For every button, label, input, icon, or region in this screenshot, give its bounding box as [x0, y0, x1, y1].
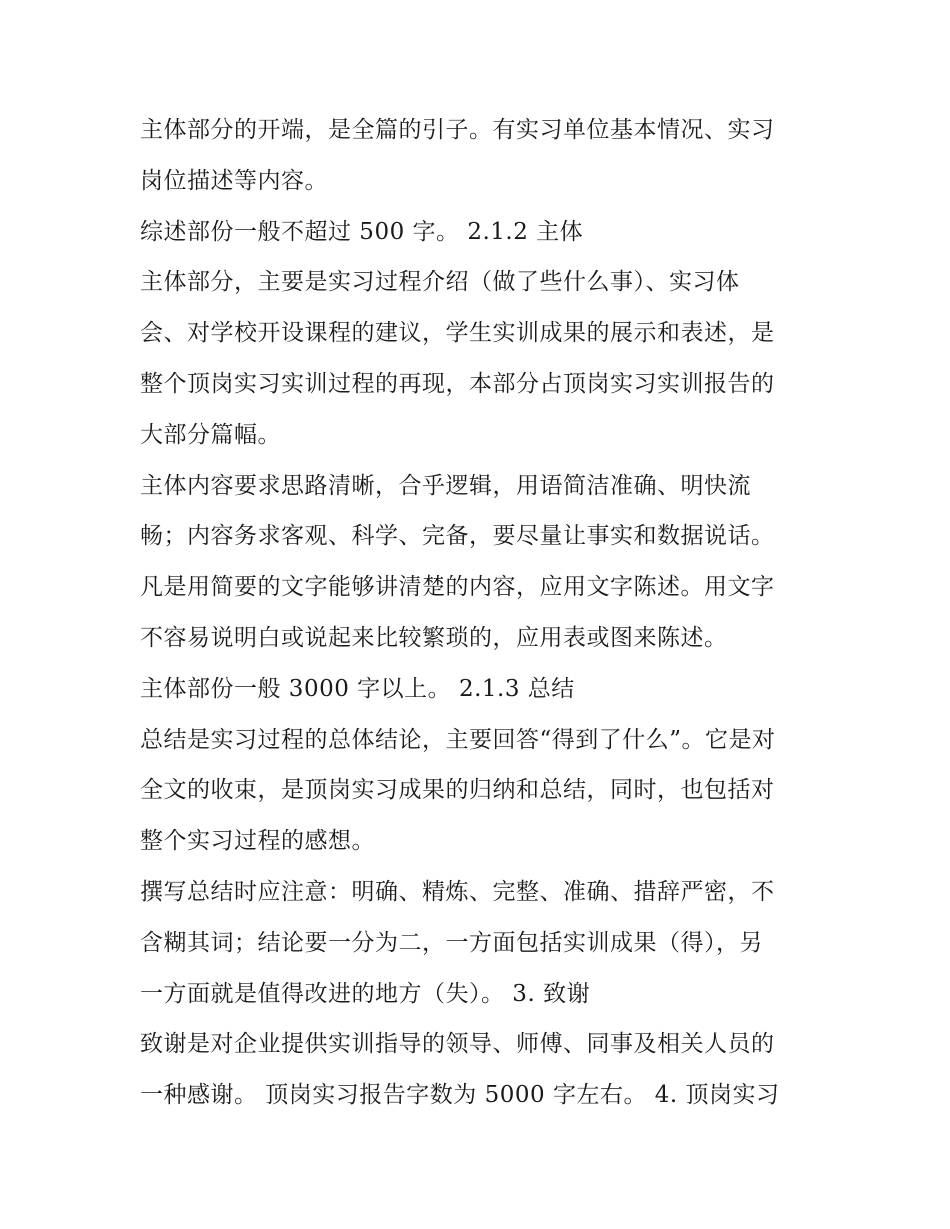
text-line: 凡是用简要的文字能够讲清楚的内容，应用文字陈述。用文字 — [140, 574, 775, 601]
text-line: 不容易说明白或说起来比较繁琐的，应用表或图来陈述。 — [140, 624, 728, 651]
text-line: 含糊其词；结论要一分为二，一方面包括实训成果（得），另 — [140, 929, 763, 956]
text-line: 畅；内容务求客观、科学、完备，要尽量让事实和数据说话。 — [140, 523, 775, 550]
text-line: 岗位描述等内容。 — [140, 167, 328, 194]
text-line: 大部分篇幅。 — [140, 421, 281, 448]
text-line: 总结是实习过程的总体结论，主要回答“得到了什么”。它是对 — [140, 726, 776, 753]
text-line: 一种感谢。 顶岗实习报告字数为 5000 字左右。 4. 顶岗实习 — [140, 1082, 780, 1109]
body-text — [140, 108, 830, 1124]
text-line: 整个实习过程的感想。 — [140, 828, 375, 855]
text-line: 主体部分，主要是实习过程介绍（做了些什么事）、实习体 — [140, 269, 740, 296]
text-line: 全文的收束，是顶岗实习成果的归纳和总结，同时，也包括对 — [140, 777, 775, 804]
text-line: 撰写总结时应注意：明确、精炼、完整、准确、措辞严密，不 — [140, 878, 775, 905]
text-line: 主体内容要求思路清晰，合乎逻辑，用语简洁准确、明快流 — [140, 472, 751, 499]
text-line: 一方面就是值得改进的地方（失）。 3. 致谢 — [140, 980, 591, 1007]
text-line: 整个顶岗实习实训过程的再现，本部分占顶岗实习实训报告的 — [140, 370, 775, 397]
text-line: 主体部分的开端，是全篇的引子。有实习单位基本情况、实习 — [140, 117, 775, 143]
text-line: 致谢是对企业提供实训指导的领导、师傅、同事及相关人员的 — [140, 1031, 775, 1058]
text-line: 会、对学校开设课程的建议，学生实训成果的展示和表述，是 — [140, 320, 775, 347]
text-line: 主体部份一般 3000 字以上。 2.1.3 总结 — [140, 675, 575, 702]
text-line: 综述部份一般不超过 500 字。 2.1.2 主体 — [140, 218, 584, 245]
